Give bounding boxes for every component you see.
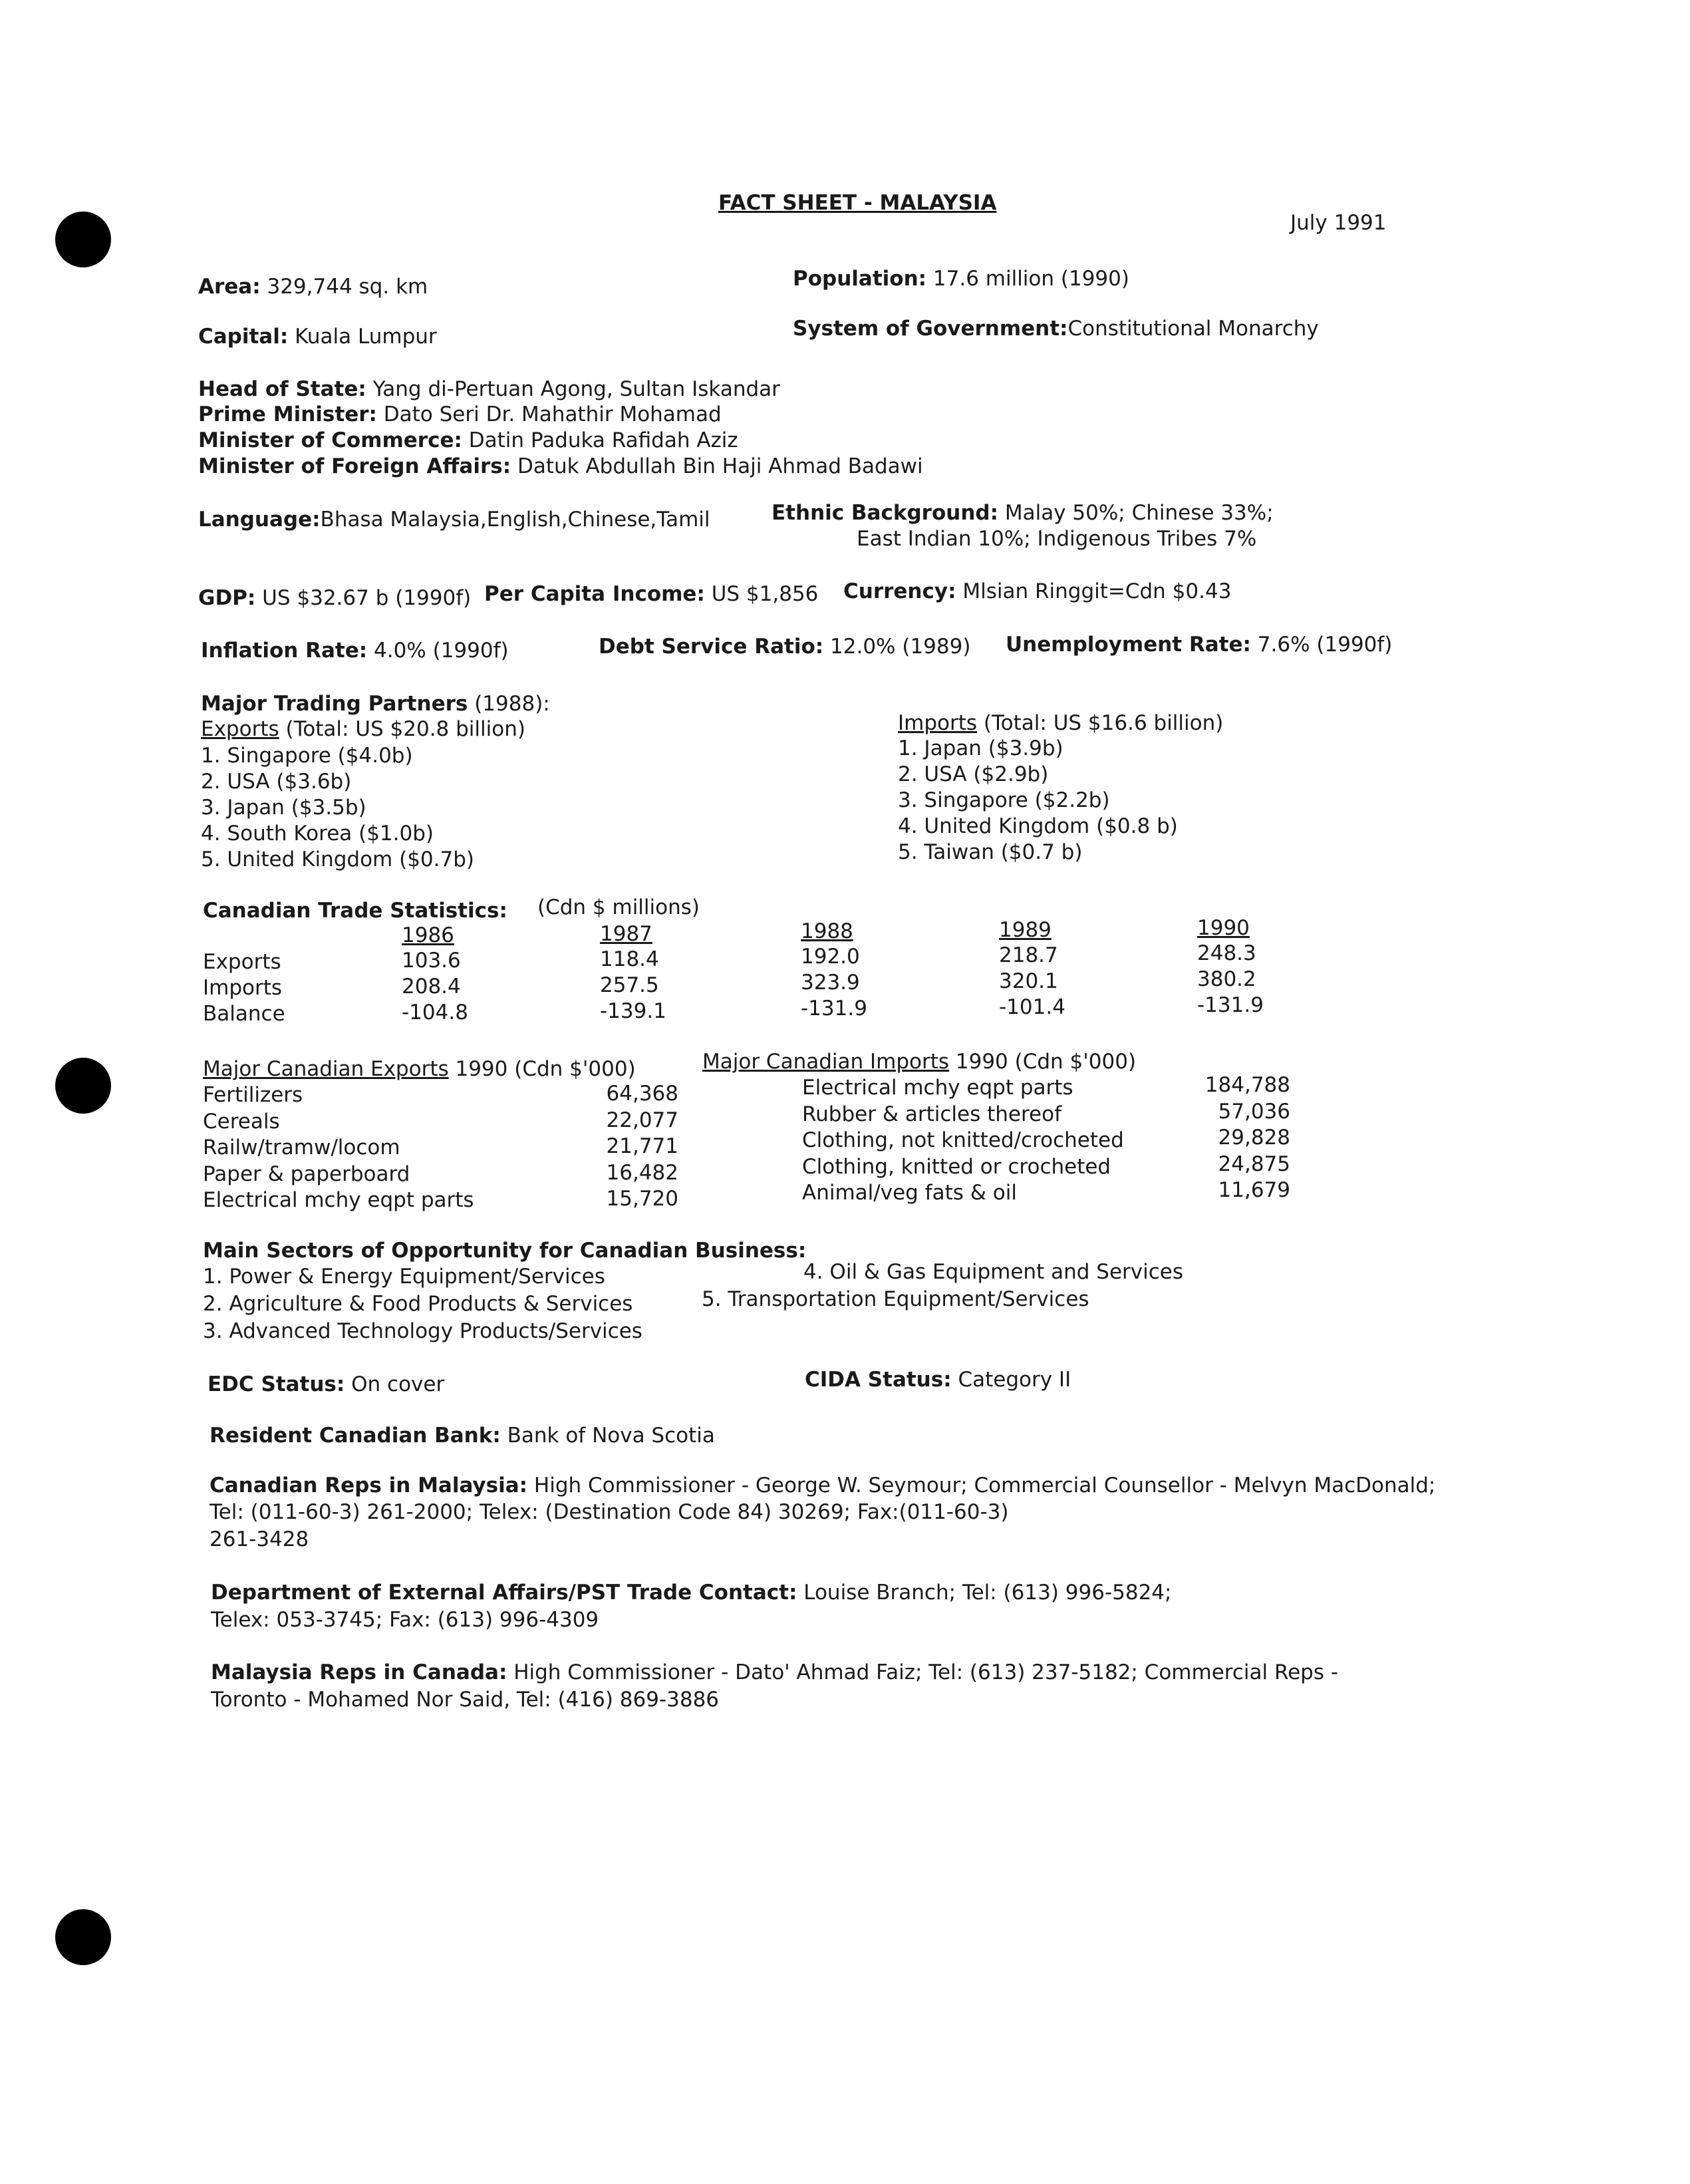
can-imports-unit: 1990 (Cdn $'000) <box>955 1050 1137 1074</box>
currency-row <box>843 579 1231 604</box>
trading-heading-year: (1988): <box>474 692 550 716</box>
sector-item: 5. Transportation Equipment/Services <box>702 1287 1089 1311</box>
table-cell: 218.7 <box>999 943 1058 967</box>
list-item: 4. South Korea ($1.0b) <box>201 822 434 846</box>
dept-contact-row <box>211 1580 1171 1605</box>
debt-service-row <box>599 634 970 659</box>
sector-item: 3. Advanced Technology Products/Services <box>203 1319 642 1343</box>
reps-canada-row <box>211 1660 1338 1685</box>
bank-row <box>210 1423 715 1448</box>
imports-total: (Total: US $16.6 billion) <box>983 711 1224 735</box>
inflation-row <box>201 638 509 663</box>
edc-label: EDC Status: <box>208 1372 345 1396</box>
table-cell: 380.2 <box>1197 967 1256 991</box>
year-header: 1990 <box>1197 916 1250 940</box>
minister-foreign-value: Datuk Abdullah Bin Haji Ahmad Badawi <box>517 454 923 478</box>
table-cell: 192.0 <box>801 945 860 969</box>
cida-label: CIDA Status: <box>805 1368 952 1392</box>
list-item: 2. USA ($2.9b) <box>898 762 1049 786</box>
debt-service-value: 12.0% (1989) <box>830 635 971 659</box>
can-imports-heading <box>702 1049 1136 1074</box>
area-label: Area: <box>198 275 261 299</box>
list-item: Railw/tramw/locom <box>203 1136 400 1160</box>
currency-value: Mlsian Ringgit=Cdn $0.43 <box>962 579 1232 603</box>
capital-row <box>198 324 437 349</box>
list-item: 5. United Kingdom ($0.7b) <box>201 848 474 871</box>
head-of-state-row <box>198 377 780 402</box>
ethnic-row <box>772 500 1274 526</box>
trading-heading-text: Major Trading Partners <box>201 692 468 716</box>
table-cell: 248.3 <box>1197 941 1256 965</box>
sectors-heading: Main Sectors of Opportunity for Canadian Business: <box>203 1239 807 1263</box>
list-item: Cereals <box>203 1109 280 1134</box>
capital-label: Capital: <box>198 325 289 349</box>
language-label: Language: <box>198 508 321 532</box>
can-exports-unit: 1990 (Cdn $'000) <box>455 1057 636 1081</box>
list-item: Paper & paperboard <box>203 1162 410 1186</box>
punch-hole-middle <box>55 1058 111 1114</box>
dept-contact-line1: Louise Branch; Tel: (613) 996-5824; <box>803 1581 1172 1605</box>
reps-malaysia-line1: High Commissioner - George W. Seymour; Commercial Counsellor - Melvyn MacDonald; <box>533 1474 1436 1497</box>
gdp-value: US $32.67 b (1990f) <box>262 586 472 610</box>
debt-service-label: Debt Service Ratio: <box>599 635 824 659</box>
reps-canada-line2: Toronto - Mohamed Nor Said, Tel: (416) 869-3886 <box>211 1688 720 1712</box>
list-item: 3. Singapore ($2.2b) <box>898 788 1110 812</box>
imports-list <box>898 736 1178 865</box>
table-cell: 320.1 <box>999 969 1058 993</box>
list-item: Animal/veg fats & oil <box>802 1181 1017 1205</box>
unemployment-label: Unemployment Rate: <box>1006 633 1251 657</box>
list-item-value: 11,679 <box>1218 1178 1290 1202</box>
inflation-label: Inflation Rate: <box>201 639 368 663</box>
capital-value: Kuala Lumpur <box>295 325 437 349</box>
table-row-label: Balance <box>203 1002 285 1026</box>
list-item: Electrical mchy eqpt parts <box>802 1076 1073 1100</box>
trade-stats-unit: (Cdn $ millions) <box>537 895 700 919</box>
reps-canada-label: Malaysia Reps in Canada: <box>211 1660 507 1684</box>
unemployment-value: 7.6% (1990f) <box>1257 633 1393 657</box>
edc-value: On cover <box>351 1372 445 1396</box>
minister-commerce-row <box>198 428 738 453</box>
area-value: 329,744 sq. km <box>267 275 428 299</box>
list-item: 2. USA ($3.6b) <box>201 770 352 794</box>
list-item-value: 57,036 <box>1218 1099 1290 1124</box>
exports-total: (Total: US $20.8 billion) <box>285 717 525 741</box>
edc-row <box>208 1372 444 1397</box>
table-cell: -104.8 <box>402 1001 468 1024</box>
list-item: Rubber & articles thereof <box>802 1102 1061 1126</box>
list-item: Clothing, knitted or crocheted <box>802 1154 1111 1179</box>
can-imports-label: Major Canadian Imports <box>702 1050 950 1074</box>
reps-malaysia-row <box>210 1473 1435 1498</box>
minister-commerce-value: Datin Paduka Rafidah Aziz <box>468 428 738 452</box>
list-item: 5. Taiwan ($0.7 b) <box>898 840 1083 864</box>
area-row <box>198 274 428 299</box>
population-value: 17.6 million (1990) <box>932 267 1129 291</box>
table-cell: -131.9 <box>801 997 867 1020</box>
unemployment-row <box>1006 632 1392 657</box>
trading-heading <box>201 691 550 716</box>
language-value: Bhasa Malaysia,English,Chinese,Tamil <box>320 508 710 532</box>
list-item: Clothing, not knitted/crocheted <box>802 1128 1124 1152</box>
trade-stats-label: Canadian Trade Statistics: <box>203 899 507 923</box>
can-imports-names <box>802 1075 1124 1207</box>
currency-label: Currency: <box>843 579 956 603</box>
ethnic-label: Ethnic Background: <box>772 501 998 525</box>
government-value: Constitutional Monarchy <box>1067 317 1319 341</box>
exports-heading <box>201 716 525 742</box>
dept-contact-label: Department of External Affairs/PST Trade Contact: <box>211 1581 797 1605</box>
document-date: July 1991 <box>1290 211 1387 235</box>
can-exports-values <box>585 1081 678 1213</box>
government-label: System of Government: <box>793 317 1068 341</box>
list-item: 3. Japan ($3.5b) <box>201 796 366 820</box>
page-title: FACT SHEET - MALAYSIA <box>718 191 997 215</box>
can-exports-names <box>203 1082 474 1214</box>
head-of-state-label: Head of State: <box>198 377 366 401</box>
table-cell: 118.4 <box>600 947 659 971</box>
list-item-value: 24,875 <box>1218 1152 1290 1176</box>
list-item: Electrical mchy eqpt parts <box>203 1188 474 1212</box>
minister-foreign-row <box>198 454 923 479</box>
population-row <box>793 266 1129 291</box>
year-header: 1986 <box>402 923 454 947</box>
table-cell: 208.4 <box>402 975 461 999</box>
imports-heading <box>898 710 1223 736</box>
reps-malaysia-line3: 261-3428 <box>210 1527 309 1551</box>
prime-minister-row <box>198 402 722 427</box>
table-cell: -139.1 <box>600 999 666 1023</box>
table-cell: 103.6 <box>402 949 461 973</box>
minister-commerce-label: Minister of Commerce: <box>198 428 462 452</box>
ethnic-line2: East Indian 10%; Indigenous Tribes 7% <box>857 527 1257 551</box>
government-row <box>793 316 1319 341</box>
list-item-value: 29,828 <box>1218 1126 1290 1150</box>
table-row-label: Exports <box>203 950 281 974</box>
reps-malaysia-line2: Tel: (011-60-3) 261-2000; Telex: (Destination Code 84) 30269; Fax:(011-60-3) <box>210 1500 1009 1524</box>
year-header: 1989 <box>999 918 1052 942</box>
list-item: Fertilizers <box>203 1083 303 1107</box>
can-exports-heading <box>203 1056 636 1082</box>
list-item: 1. Japan ($3.9b) <box>898 736 1063 760</box>
year-header: 1988 <box>801 919 853 943</box>
list-item-value: 22,077 <box>606 1108 678 1132</box>
table-cell: -101.4 <box>999 995 1065 1019</box>
exports-list <box>201 743 474 873</box>
list-item: 4. United Kingdom ($0.8 b) <box>898 814 1178 838</box>
prime-minister-value: Dato Seri Dr. Mahathir Mohamad <box>383 402 722 426</box>
sector-item: 1. Power & Energy Equipment/Services <box>203 1265 605 1289</box>
exports-label: Exports <box>201 717 279 741</box>
language-row <box>198 507 710 532</box>
table-cell: -131.9 <box>1197 993 1264 1017</box>
bank-label: Resident Canadian Bank: <box>210 1424 501 1448</box>
cida-value: Category II <box>958 1368 1071 1392</box>
sector-item: 4. Oil & Gas Equipment and Services <box>803 1260 1183 1284</box>
cida-row <box>805 1367 1071 1392</box>
dept-contact-line2: Telex: 053-3745; Fax: (613) 996-4309 <box>211 1608 599 1632</box>
list-item-value: 21,771 <box>606 1134 678 1158</box>
list-item-value: 15,720 <box>606 1187 678 1211</box>
can-exports-label: Major Canadian Exports <box>203 1057 449 1081</box>
list-item-value: 64,368 <box>606 1082 678 1106</box>
head-of-state-value: Yang di-Pertuan Agong, Sultan Iskandar <box>372 377 780 401</box>
prime-minister-label: Prime Minister: <box>198 402 377 426</box>
minister-foreign-label: Minister of Foreign Affairs: <box>198 454 511 478</box>
sector-item: 2. Agriculture & Food Products & Services <box>203 1292 633 1316</box>
punch-hole-bottom <box>55 1909 111 1965</box>
per-capita-label: Per Capita Income: <box>484 582 705 606</box>
trade-stats-heading <box>203 898 507 923</box>
per-capita-value: US $1,856 <box>711 582 819 606</box>
can-imports-values <box>1184 1072 1290 1204</box>
bank-value: Bank of Nova Scotia <box>507 1424 715 1448</box>
table-cell: 323.9 <box>801 971 860 995</box>
list-item-value: 16,482 <box>606 1160 678 1185</box>
punch-hole-top <box>55 212 111 267</box>
list-item: 1. Singapore ($4.0b) <box>201 744 413 768</box>
table-cell: 257.5 <box>600 973 659 997</box>
gdp-label: GDP: <box>198 586 256 610</box>
reps-malaysia-label: Canadian Reps in Malaysia: <box>210 1474 528 1497</box>
per-capita-row <box>484 581 818 607</box>
year-header: 1987 <box>600 922 652 946</box>
inflation-value: 4.0% (1990f) <box>374 639 509 663</box>
list-item-value: 184,788 <box>1204 1073 1290 1097</box>
population-label: Population: <box>793 267 927 291</box>
table-row-label: Imports <box>203 976 283 1000</box>
ethnic-line1: Malay 50%; Chinese 33%; <box>1004 501 1274 525</box>
gdp-row <box>198 585 471 611</box>
reps-canada-line1: High Commissioner - Dato' Ahmad Faiz; Tel: (613) 237-5182; Commercial Reps - <box>513 1660 1339 1684</box>
imports-label: Imports <box>898 711 978 735</box>
